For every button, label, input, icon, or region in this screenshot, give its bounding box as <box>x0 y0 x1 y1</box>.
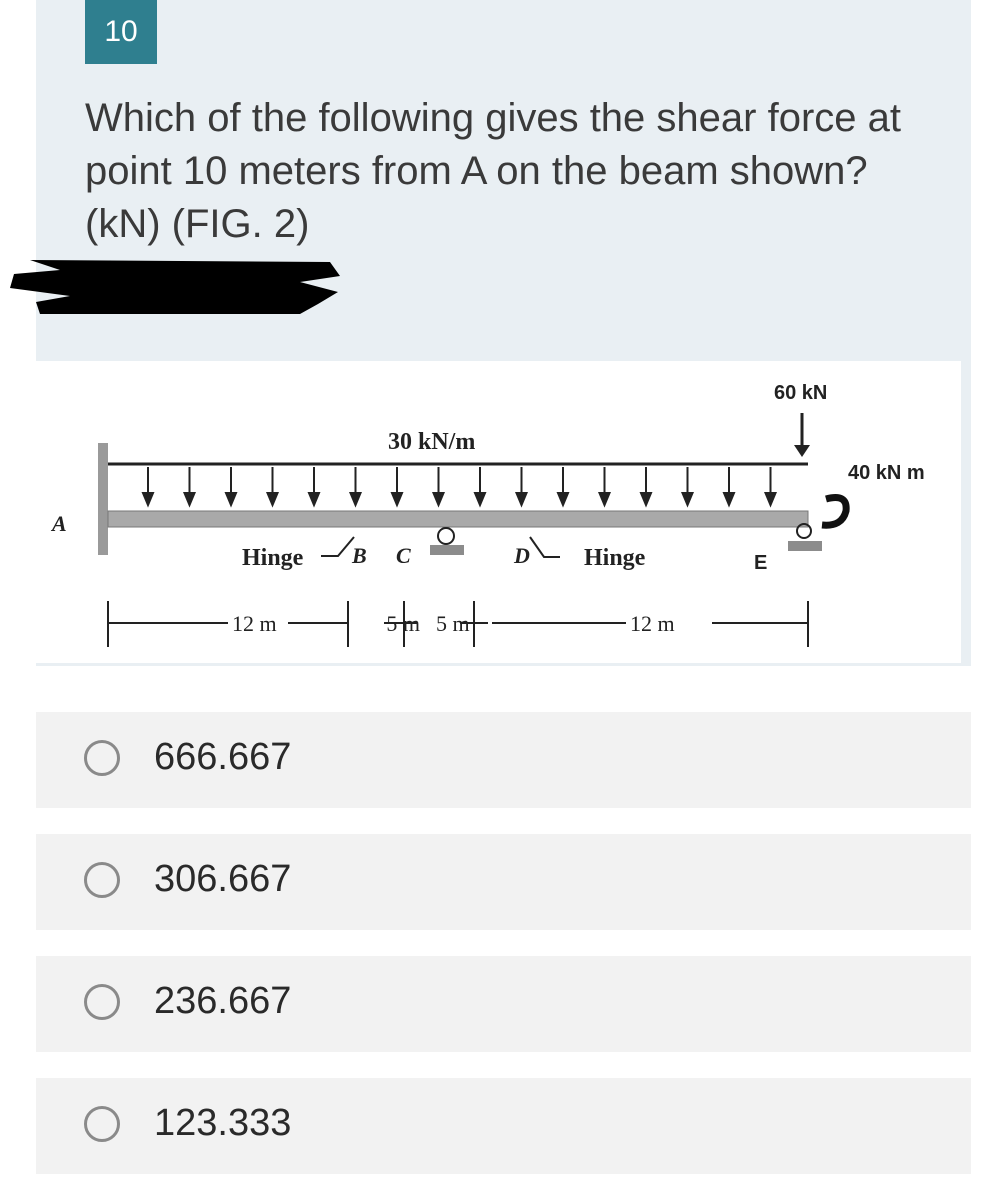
point-e-label: E <box>754 552 768 574</box>
hinge-b-leader <box>321 537 354 556</box>
dim-label-2: 5 m <box>386 611 420 636</box>
udl-arrow-head <box>434 493 444 505</box>
option-row-1[interactable] <box>36 712 971 808</box>
hinge-right-label: Hinge <box>584 545 646 571</box>
dim-label-1: 12 m <box>232 611 277 636</box>
redaction-mark <box>0 252 345 322</box>
question-text: Which of the following gives the shear force at point 10 meters from A on the beam shown? (kN) (FIG. 2) <box>85 96 901 246</box>
udl-arrow-head <box>475 493 485 505</box>
dim-label-4: 12 m <box>630 611 675 636</box>
udl-arrow-head <box>558 493 568 505</box>
udl-arrow-head <box>517 493 527 505</box>
beam-figure <box>36 361 961 663</box>
option-row-2[interactable] <box>36 834 971 930</box>
option-row-4[interactable] <box>36 1078 971 1174</box>
point-c-label: C <box>396 543 411 568</box>
roller-c <box>438 528 454 544</box>
udl-arrows <box>143 467 776 505</box>
udl-arrow-head <box>143 493 153 505</box>
udl-arrow-head <box>309 493 319 505</box>
radio-button-1[interactable] <box>84 740 120 776</box>
udl-arrow-head <box>226 493 236 505</box>
dim-label-3: 5 m <box>436 611 470 636</box>
beam-diagram <box>36 361 961 663</box>
moment-symbol <box>822 498 846 526</box>
hinge-left-label: Hinge <box>242 545 304 571</box>
support-a-label: A <box>52 511 67 536</box>
udl-arrow-head <box>351 493 361 505</box>
udl-arrow-head <box>683 493 693 505</box>
udl-arrow-head <box>641 493 651 505</box>
udl-arrow-head <box>600 493 610 505</box>
hinge-d-leader <box>530 537 560 557</box>
radio-button-4[interactable] <box>84 1106 120 1142</box>
udl-arrow-head <box>392 493 402 505</box>
radio-button-2[interactable] <box>84 862 120 898</box>
udl-arrow-head <box>268 493 278 505</box>
udl-arrow-head <box>185 493 195 505</box>
roller-e-base <box>788 541 822 551</box>
roller-c-base <box>430 545 464 555</box>
udl-arrow-head <box>766 493 776 505</box>
option-label-2: 306.667 <box>154 858 292 900</box>
point-load-arrow-head <box>794 445 810 457</box>
option-label-1: 666.667 <box>154 736 292 778</box>
beam <box>108 511 808 527</box>
option-label-4: 123.333 <box>154 1102 292 1144</box>
moment-label: 40 kN m <box>848 462 925 484</box>
radio-button-3[interactable] <box>84 984 120 1020</box>
udl-arrow-head <box>724 493 734 505</box>
point-b-label: B <box>352 543 367 568</box>
question-number-badge: 10 <box>85 0 157 64</box>
option-row-3[interactable] <box>36 956 971 1052</box>
option-label-3: 236.667 <box>154 980 292 1022</box>
udl-label: 30 kN/m <box>388 429 476 455</box>
fixed-support-a <box>98 443 108 555</box>
point-d-label: D <box>514 543 530 568</box>
point-load-label: 60 kN <box>774 382 828 404</box>
